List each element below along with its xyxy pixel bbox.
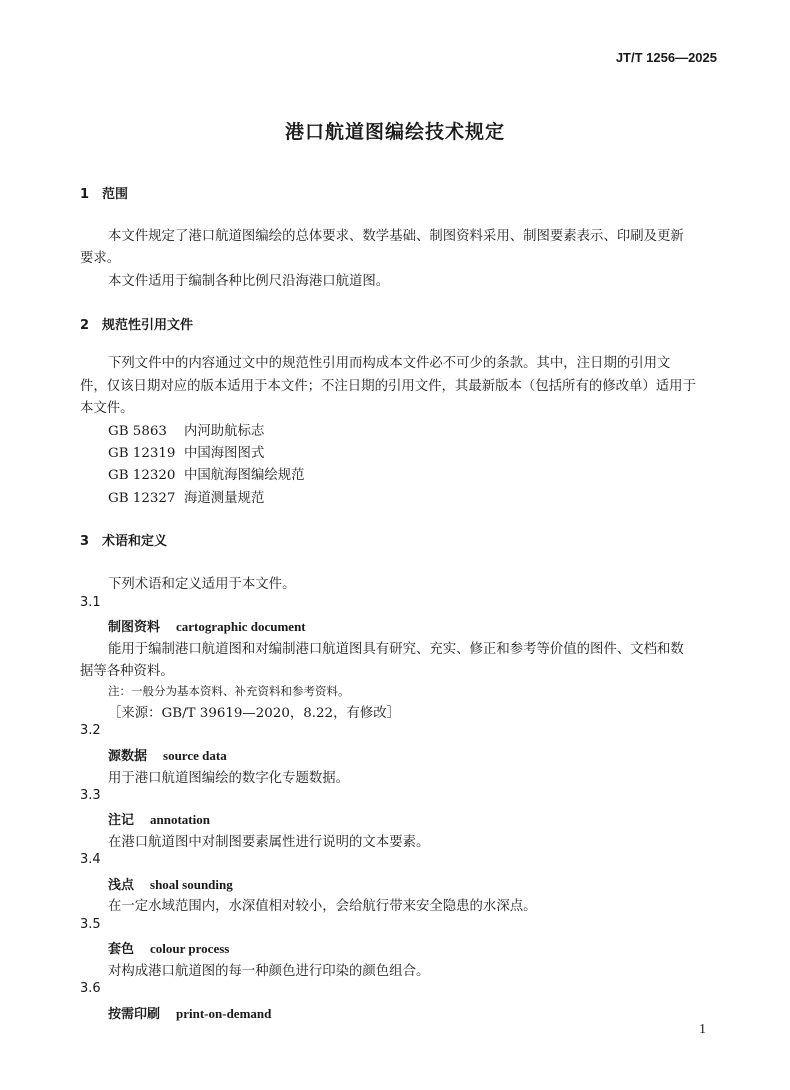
term-heading [108, 874, 233, 893]
section-title: 规范性引用文件 [102, 318, 194, 333]
reference-code: GB 12320 [108, 468, 176, 483]
section-1-heading [80, 183, 128, 202]
term-heading [108, 1003, 271, 1022]
term-en: source data [163, 748, 227, 763]
section-number: 3 [80, 534, 90, 549]
term-note: 注：一般分为基本资料、补充资料和参考资料。 [108, 684, 350, 698]
reference-item [108, 464, 305, 483]
term-en: colour process [150, 941, 230, 956]
term-cn: 制图资料 [108, 620, 161, 635]
term-cn: 按需印刷 [108, 1007, 161, 1022]
reference-item [108, 442, 264, 461]
term-source: ［来源：GB/T 39619—2020，8.22，有修改］ [108, 706, 401, 721]
definition-line: 在港口航道图中对制图要素属性进行说明的文本要素。 [108, 835, 430, 850]
definition-line: 据等各种资料。 [80, 664, 174, 679]
document-title: 港口航道图编绘技术规定 [284, 121, 505, 143]
reference-code: GB 12327 [108, 491, 176, 506]
definition-line: 对构成港口航道图的每一种颜色进行印染的颜色组合。 [108, 964, 430, 979]
term-en: print-on-demand [176, 1006, 272, 1021]
paragraph-line: 本文件规定了港口航道图编绘的总体要求、数学基础、制图资料采用、制图要素表示、印刷及更新 [108, 229, 684, 244]
term-cn: 源数据 [108, 749, 148, 764]
section-title: 范围 [102, 187, 129, 202]
reference-name: 海道测量规范 [184, 491, 265, 506]
term-cn: 套色 [108, 942, 135, 957]
paragraph-line: 下列文件中的内容通过文中的规范性引用而构成本文件必不可少的条款。其中，注日期的引用文 [108, 356, 671, 371]
term-en: annotation [150, 812, 210, 827]
term-en: shoal sounding [150, 877, 233, 892]
reference-code: GB 12319 [108, 446, 176, 461]
section-number: 1 [80, 187, 90, 202]
section-number: 2 [80, 318, 90, 333]
reference-name: 内河助航标志 [184, 424, 265, 439]
section-title: 术语和定义 [102, 534, 168, 549]
paragraph-line: 件，仅该日期对应的版本适用于本文件；不注日期的引用文件，其最新版本（包括所有的修改单）适用于 [80, 379, 696, 394]
term-heading [108, 745, 227, 764]
section-2-heading [80, 314, 193, 333]
reference-name: 中国海图图式 [184, 446, 265, 461]
paragraph-line: 要求。 [80, 251, 121, 266]
term-heading [108, 616, 306, 635]
paragraph-line: 下列术语和定义适用于本文件。 [108, 577, 296, 592]
term-heading [108, 938, 229, 957]
term-number: 3.6 [80, 981, 101, 996]
page-number: 1 [699, 1022, 706, 1037]
paragraph-line: 本文件。 [80, 401, 134, 416]
term-number: 3.5 [80, 917, 101, 932]
reference-item [108, 420, 264, 439]
term-number: 3.4 [80, 852, 101, 867]
definition-line: 能用于编制港口航道图和对编制港口航道图具有研究、充实、修正和参考等价值的图件、文档和数 [108, 642, 684, 657]
document-code: JT/T 1256—2025 [615, 50, 717, 65]
paragraph-line: 本文件适用于编制各种比例尺沿海港口航道图。 [108, 274, 390, 289]
term-heading [108, 809, 210, 828]
reference-name: 中国航海图编绘规范 [184, 468, 305, 483]
term-number: 3.3 [80, 788, 101, 803]
term-cn: 浅点 [108, 878, 135, 893]
term-number: 3.2 [80, 723, 101, 738]
reference-code: GB 5863 [108, 424, 167, 439]
term-cn: 注记 [108, 813, 135, 828]
term-en: cartographic document [176, 619, 306, 634]
section-3-heading [80, 530, 167, 549]
reference-item [108, 487, 264, 506]
term-number: 3.1 [80, 595, 101, 610]
definition-line: 用于港口航道图编绘的数字化专题数据。 [108, 771, 350, 786]
definition-line: 在一定水域范围内，水深值相对较小，会给航行带来安全隐患的水深点。 [108, 899, 537, 914]
